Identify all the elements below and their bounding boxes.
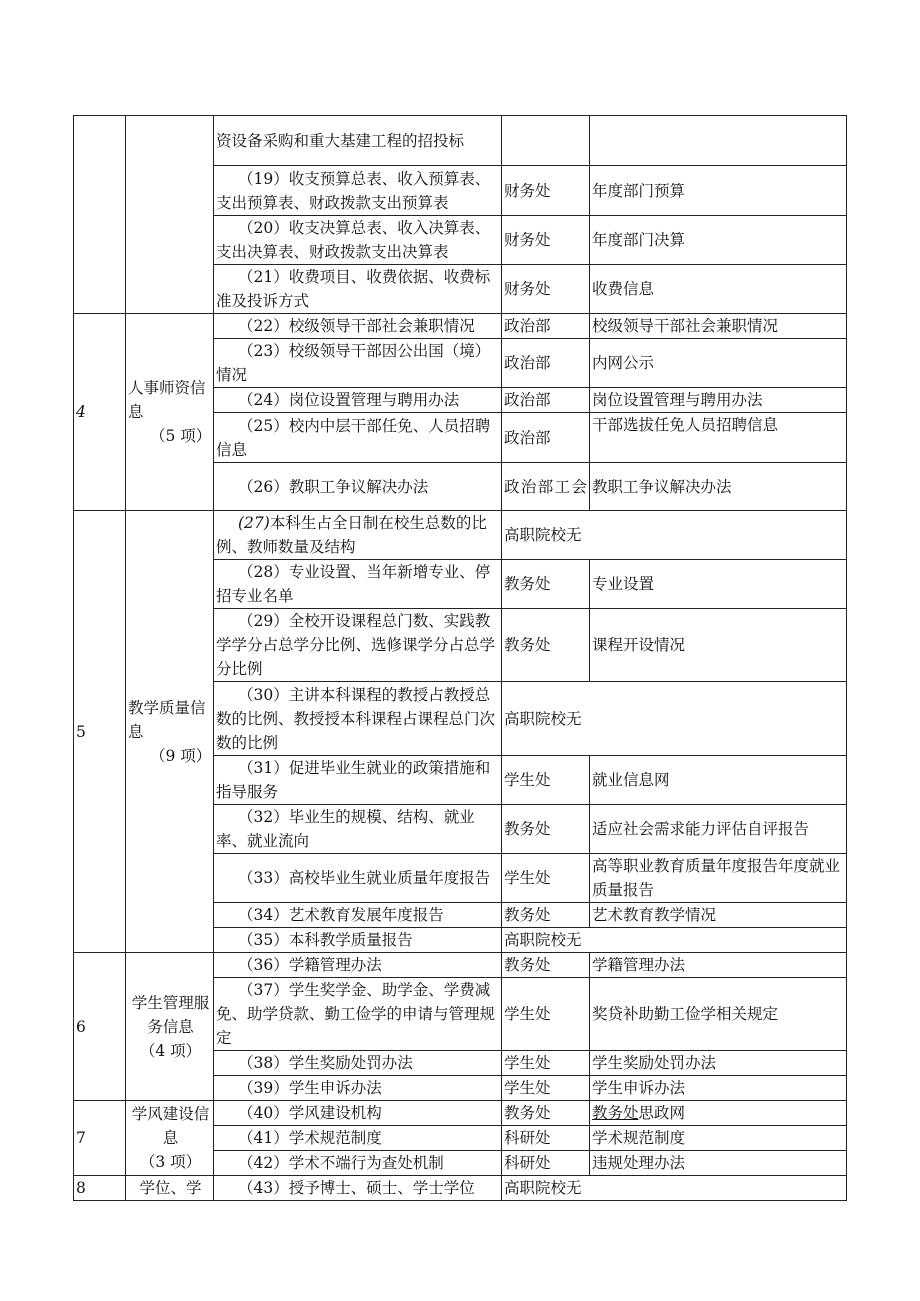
row-number-cell xyxy=(74,116,126,314)
item-cell: （40）学风建设机构 xyxy=(214,1101,502,1126)
dept-cell: 财务处 xyxy=(502,166,590,216)
dept-cell: 学生处 xyxy=(502,978,590,1051)
where-text: 思政网 xyxy=(638,1104,686,1122)
category-name: 学生管理服务信息 xyxy=(131,993,210,1036)
category-cell xyxy=(126,1101,214,1176)
item-text: 本科生占全日制在校生总数的比例、教师数量及结构 xyxy=(216,514,487,556)
dept-cell: 科研处 xyxy=(502,1126,590,1151)
dept-cell: 教务处 xyxy=(502,1101,590,1126)
dept-cell: 教务处 xyxy=(502,805,590,854)
item-cell: （31）促进毕业生就业的政策措施和指导服务 xyxy=(214,756,502,805)
item-cell xyxy=(214,511,502,560)
disclosure-table xyxy=(73,115,847,1201)
dept-merged-cell: 高职院校无 xyxy=(502,1176,847,1201)
table-row xyxy=(74,116,847,166)
category-number: 6 xyxy=(74,953,126,1101)
item-cell: （24）岗位设置管理与聘用办法 xyxy=(214,388,502,413)
item-cell: （32）毕业生的规模、结构、就业率、就业流向 xyxy=(214,805,502,854)
category-count: （3 项） xyxy=(139,1153,202,1171)
dept-cell: 政治部 xyxy=(502,339,590,388)
table-row xyxy=(74,511,847,560)
where-cell: 年度部门预算 xyxy=(590,166,847,216)
where-cell: 适应社会需求能力评估自评报告 xyxy=(590,805,847,854)
category-cell xyxy=(126,314,214,511)
where-cell: 奖贷补助勤工俭学相关规定 xyxy=(590,978,847,1051)
category-count: （4 项） xyxy=(139,1041,202,1060)
where-cell: 学术规范制度 xyxy=(590,1126,847,1151)
where-cell: 教职工争议解决办法 xyxy=(590,463,847,511)
where-link[interactable]: 教务处 xyxy=(592,1104,639,1122)
item-cell: （21）收费项目、收费依据、收费标准及投诉方式 xyxy=(214,265,502,314)
table-row xyxy=(74,953,847,978)
category-name: 教学质量信息 xyxy=(128,698,206,741)
item-cell: （33）高校毕业生就业质量年度报告 xyxy=(214,854,502,903)
item-cell: （34）艺术教育发展年度报告 xyxy=(214,903,502,928)
where-cell: 高等职业教育质量年度报告年度就业质量报告 xyxy=(590,854,847,903)
dept-cell: 科研处 xyxy=(502,1151,590,1176)
category-name: 人事师资信息 xyxy=(128,379,206,421)
where-cell: 学籍管理办法 xyxy=(590,953,847,978)
dept-cell: 政治部工会 xyxy=(502,463,590,511)
item-cell: （26）教职工争议解决办法 xyxy=(214,463,502,511)
item-cell: （39）学生申诉办法 xyxy=(214,1076,502,1101)
item-cell: （29）全校开设课程总门数、实践教学学分占总学分比例、选修课学分占总学分比例 xyxy=(214,609,502,682)
item-number: (27) xyxy=(238,514,270,532)
category-cell xyxy=(126,1176,214,1201)
item-cell: （42）学术不端行为查处机制 xyxy=(214,1151,502,1176)
item-cell: （36）学籍管理办法 xyxy=(214,953,502,978)
table-row xyxy=(74,1176,847,1201)
where-cell: 内网公示 xyxy=(590,339,847,388)
item-cell: （35）本科教学质量报告 xyxy=(214,928,502,953)
category-number: 5 xyxy=(74,511,126,953)
item-cell: （41）学术规范制度 xyxy=(214,1126,502,1151)
where-cell: 收费信息 xyxy=(590,265,847,314)
category-cell xyxy=(126,116,214,314)
dept-cell: 学生处 xyxy=(502,854,590,903)
dept-cell: 政治部 xyxy=(502,388,590,413)
item-cell: （22）校级领导干部社会兼职情况 xyxy=(214,314,502,339)
dept-cell xyxy=(502,116,590,166)
where-cell: 干部选拔任免人员招聘信息 xyxy=(590,413,847,463)
table-row xyxy=(74,314,847,339)
item-cell: （38）学生奖励处罚办法 xyxy=(214,1051,502,1076)
dept-merged-cell: 高职院校无 xyxy=(502,928,847,953)
dept-cell: 教务处 xyxy=(502,903,590,928)
where-cell: 学生申诉办法 xyxy=(590,1076,847,1101)
where-cell: 专业设置 xyxy=(590,560,847,609)
where-cell: 学生奖励处罚办法 xyxy=(590,1051,847,1076)
item-cell: （28）专业设置、当年新增专业、停招专业名单 xyxy=(214,560,502,609)
where-cell: 年度部门决算 xyxy=(590,216,847,265)
table-row xyxy=(74,1101,847,1126)
dept-cell: 财务处 xyxy=(502,216,590,265)
dept-cell: 教务处 xyxy=(502,560,590,609)
dept-merged-cell: 高职院校无 xyxy=(502,511,847,560)
item-cell: （37）学生奖学金、助学金、学费减免、助学贷款、勤工俭学的申请与管理规定 xyxy=(214,978,502,1051)
item-cell: （19）收支预算总表、收入预算表、支出预算表、财政拨款支出预算表 xyxy=(214,166,502,216)
item-cell: （30）主讲本科课程的教授占教授总数的比例、教授授本科课程占课程总门次数的比例 xyxy=(214,682,502,756)
category-cell xyxy=(126,953,214,1101)
item-cell: 资设备采购和重大基建工程的招投标 xyxy=(214,116,502,166)
item-cell: （23）校级领导干部因公出国（境）情况 xyxy=(214,339,502,388)
where-cell: 校级领导干部社会兼职情况 xyxy=(590,314,847,339)
dept-cell: 教务处 xyxy=(502,609,590,682)
dept-merged-cell: 高职院校无 xyxy=(502,682,847,756)
where-cell: 课程开设情况 xyxy=(590,609,847,682)
dept-cell: 学生处 xyxy=(502,756,590,805)
where-cell xyxy=(590,116,847,166)
item-cell: （25）校内中层干部任免、人员招聘信息 xyxy=(214,413,502,463)
dept-cell: 政治部 xyxy=(502,413,590,463)
dept-cell: 财务处 xyxy=(502,265,590,314)
dept-cell: 教务处 xyxy=(502,953,590,978)
category-number: 8 xyxy=(74,1176,126,1201)
category-number: 7 xyxy=(74,1101,126,1176)
category-name: 学风建设信息 xyxy=(131,1105,210,1147)
category-count: （9 项） xyxy=(150,746,212,765)
dept-cell: 政治部 xyxy=(502,314,590,339)
category-count: （5 项） xyxy=(150,427,212,445)
where-cell: 违规处理办法 xyxy=(590,1151,847,1176)
item-cell: （20）收支决算总表、收入决算表、支出决算表、财政拨款支出决算表 xyxy=(214,216,502,265)
dept-cell: 学生处 xyxy=(502,1051,590,1076)
where-cell: 艺术教育教学情况 xyxy=(590,903,847,928)
dept-cell: 学生处 xyxy=(502,1076,590,1101)
where-cell xyxy=(590,1101,847,1126)
category-name: 学位、学 xyxy=(139,1179,202,1197)
where-cell: 就业信息网 xyxy=(590,756,847,805)
category-number: 4 xyxy=(74,314,126,511)
where-cell: 岗位设置管理与聘用办法 xyxy=(590,388,847,413)
item-cell: （43）授予博士、硕士、学士学位 xyxy=(214,1176,502,1201)
category-cell xyxy=(126,511,214,953)
